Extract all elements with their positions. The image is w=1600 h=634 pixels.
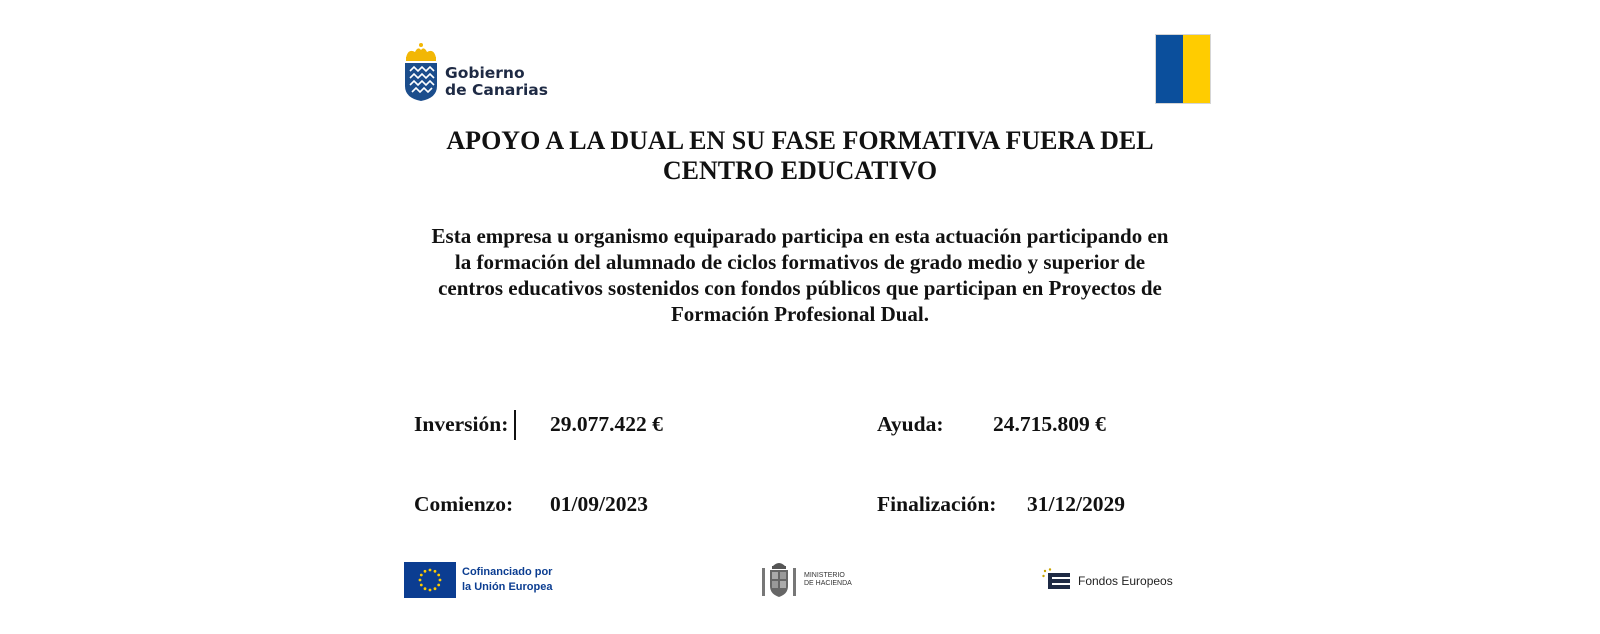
finalizacion-value: 31/12/2029 <box>1027 492 1125 516</box>
fondos-europeos-text: Fondos Europeos <box>1078 574 1173 588</box>
flag-stripe-blue <box>1156 35 1183 103</box>
eu-logo-line2: la Unión Europea <box>462 581 553 593</box>
ministerio-line1: MINISTERIO <box>804 572 845 579</box>
ayuda-label: Ayuda: <box>877 412 944 436</box>
eu-stars-icon <box>404 562 456 598</box>
flag-stripe-yellow <box>1183 35 1210 103</box>
inversion-label: Inversión: <box>414 412 509 436</box>
eu-cofinanced-logo <box>404 562 560 598</box>
title-line1: APOYO A LA DUAL EN SU FASE FORMATIVA FUERA DEL <box>446 126 1154 155</box>
inversion-value: 29.077.422 € <box>550 412 663 436</box>
fondos-europeos-mark-icon <box>1042 568 1072 594</box>
ministerio-hacienda-logo <box>760 560 870 600</box>
gobierno-logo-line2: de Canarias <box>445 81 548 99</box>
description-line2: la formación del alumnado de ciclos formativos de grado medio y superior de <box>454 250 1146 274</box>
finalizacion-label: Finalización: <box>877 492 997 516</box>
text-cursor <box>514 410 516 440</box>
canarias-crest-icon <box>402 42 440 102</box>
fondos-europeos-logo <box>1042 567 1182 595</box>
description-line3: centros educativos sostenidos con fondos públicos que participan en Proyectos de <box>438 276 1162 300</box>
comienzo-value: 01/09/2023 <box>550 492 648 516</box>
eu-logo-line1: Cofinanciado por <box>462 566 553 578</box>
gobierno-de-canarias-logo <box>402 42 562 104</box>
eu-logo-text <box>462 565 552 595</box>
gobierno-logo-text <box>445 65 548 99</box>
ministerio-text <box>804 572 852 588</box>
description-paragraph <box>392 223 1208 327</box>
page-title <box>380 126 1220 186</box>
ministerio-line2: DE HACIENDA <box>804 580 852 587</box>
description-line1: Esta empresa u organismo equiparado participa en esta actuación participando en <box>431 224 1169 248</box>
description-line4: Formación Profesional Dual. <box>670 302 929 326</box>
title-line2: CENTRO EDUCATIVO <box>662 156 938 185</box>
comienzo-label: Comienzo: <box>414 492 514 516</box>
spain-coat-of-arms-icon <box>760 560 798 600</box>
gobierno-logo-line1: Gobierno <box>445 64 525 82</box>
eu-flag-icon <box>404 562 456 598</box>
ayuda-value: 24.715.809 € <box>993 412 1106 436</box>
canarias-flag <box>1155 34 1211 104</box>
